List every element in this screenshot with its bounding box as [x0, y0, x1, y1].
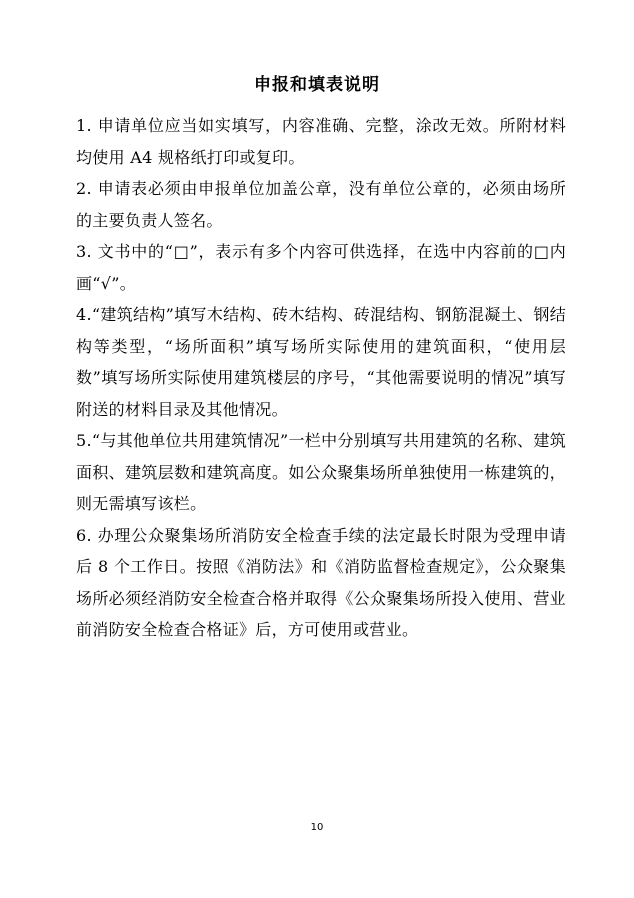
page-number: 10: [310, 822, 324, 833]
instructions-body: [76, 110, 566, 646]
instruction-paragraph-2: 2. 申请表必须由申报单位加盖公章，没有单位公章的，必须由场所的主要负责人签名。: [76, 179, 566, 230]
instruction-paragraph-5: 5.“与其他单位共用建筑情况”一栏中分别填写共用建筑的名称、建筑面积、建筑层数和建筑高度。如公众聚集场所单独使用一栋建筑的，则无需填写该栏。: [76, 431, 566, 513]
instruction-paragraph-3: 3. 文书中的“□”，表示有多个内容可供选择，在选中内容前的□内画“√”。: [76, 242, 566, 293]
instruction-paragraph-4: 4.“建筑结构”填写木结构、砖木结构、砖混结构、钢筋混凝土、钢结构等类型，“场所面积”填写场所实际使用的建筑面积，“使用层数”填写场所实际使用建筑楼层的序号，“其他需要说明的情况”填写附送的材料目录及其他情况。: [76, 305, 566, 419]
instruction-paragraph-6: 6. 办理公众聚集场所消防安全检查手续的法定最长时限为受理申请后 8 个工作日。按照《消防法》和《消防监督检查规定》，公众聚集场所必须经消防安全检查合格并取得《公众聚集场所投入使用、营业前消防安全检查合格证》后，方可使用或营业。: [76, 525, 566, 639]
instruction-paragraph-1: 1. 申请单位应当如实填写，内容准确、完整，涂改无效。所附材料均使用 A4 规格纸打印或复印。: [76, 116, 566, 167]
document-title: 申报和填表说明: [254, 75, 380, 95]
